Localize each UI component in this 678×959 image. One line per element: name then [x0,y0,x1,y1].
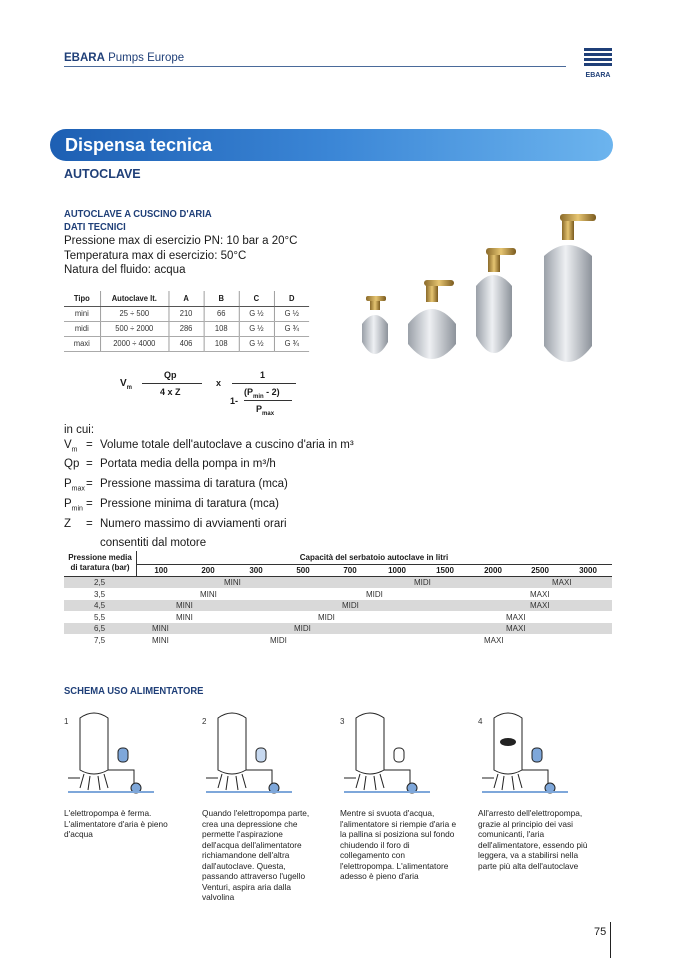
col-header: D [274,291,309,306]
spec-line: Temperatura max di esercizio: 50°C [64,249,247,262]
table-cell: G ½ [274,306,309,321]
table-cell: midi [64,321,100,336]
table-row: 7,5 MINI MIDI MAXI [64,635,612,647]
table-cell: G ¾ [274,321,309,336]
fraction-line [244,400,292,401]
logo-text: EBARA [585,72,611,79]
brand-name: EBARA [64,52,105,64]
formula-vm: $V_m$ [120,378,133,391]
step-description: L'elettropompa è ferma. L'alimentatore d'aria è pieno d'acqua [64,808,168,839]
schema-diagrams [64,712,612,802]
capacity-label: 2000 [484,566,502,575]
table-cell: 108 [204,336,239,351]
pressure-col-header: Pressione media di taratura (bar) [68,553,132,572]
page-number: 75 [594,926,607,938]
table-header-row [64,551,612,577]
step-number: 1 [64,717,69,726]
volume-formula [120,366,320,422]
capacity-label: 700 [343,566,357,575]
formula-one-minus: 1- [230,396,239,406]
schema-title: SCHEMA USO ALIMENTATORE [64,685,204,697]
capacity-label: 1000 [388,566,406,575]
table-header-row [64,291,309,306]
page-title: Dispensa tecnica [50,129,613,161]
table-row: 6,5 MINI MIDI MAXI [64,623,612,635]
formula-times: x [216,378,222,388]
step-number: 3 [340,717,345,726]
formula-numerator: Qp [164,370,177,380]
legend-intro: in cui: [64,424,95,436]
section-subtitle: AUTOCLAVE [64,167,141,181]
header-brand [64,52,184,64]
table-row: 3,5 MINI MIDI MAXI [64,589,612,601]
header-rule [64,66,566,67]
table-cell: mini [64,306,100,321]
table-cell: 66 [204,306,239,321]
formula-denominator: 4 x Z [160,387,181,397]
formula-one: 1 [260,370,266,380]
table-row [64,321,309,336]
col-header: C [239,291,274,306]
table-row [64,306,309,321]
table-cell: 25 ÷ 500 [100,306,168,321]
table-row: 2,5 MINI MIDI MAXI [64,577,612,589]
table-row: 4,5 MINI MIDI MAXI [64,600,612,612]
table-cell: 406 [169,336,204,351]
table-cell: G ½ [239,321,274,336]
capacity-label: 100 [154,566,168,575]
capacity-label: 500 [296,566,310,575]
header-rule [136,564,612,565]
step-description: All'arresto dell'elettropompa, grazie al principio dei vasi comunicanti, l'aria dell'alimentatore, essendo più leggera, va a stabilirsi nella parte più alta dell'autoclave [478,808,588,871]
section-heading: AUTOCLAVE A CUSCINO D'ARIA [64,208,212,220]
capacity-label: 2500 [531,566,549,575]
formula-legend [64,423,354,551]
table-cell: 2000 ÷ 4000 [100,336,168,351]
spec-line: Pressione max di esercizio PN: 10 bar a 20°C [64,235,298,247]
col-header: A [169,291,204,306]
table-cell: maxi [64,336,100,351]
spec-lines [64,234,297,278]
step-number: 4 [478,717,483,726]
autoclave-product-photo [354,206,612,378]
table-cell: 286 [169,321,204,336]
table-row [64,336,309,351]
table-row: 5,5 MINI MIDI MAXI [64,612,612,624]
step-number: 2 [202,717,207,726]
step-description: Mentre si svuota d'acqua, l'alimentatore si riempie d'aria e la pallina si posiziona sul fondo chiudendo il foro di collegamento con l'elettropompa. L'alimentatore adesso è pieno d'aria [340,808,457,881]
table-cell: 500 ÷ 2000 [100,321,168,336]
col-header: Tipo [64,291,100,306]
section-subheading: DATI TECNICI [64,221,126,233]
col-header: Autoclave lt. [100,291,168,306]
legend-item: Z = Numero massimo di avviamenti orari [64,517,287,530]
table-cell: G ½ [239,336,274,351]
legend-item: $P_{max}$ = Pressione massima di taratura (mca) [64,478,288,493]
capacity-pressure-table [64,551,612,646]
brand-suffix: Pumps Europe [108,52,185,64]
table-body [64,577,612,646]
col-header: B [204,291,239,306]
legend-item: $P_{min}$ = Pressione minima di taratura (mca) [64,497,279,513]
autoclave-sizes-table [64,291,309,352]
table-cell: G ¾ [274,336,309,351]
capacity-title: Capacità del serbatoio autoclave in litri [299,553,449,562]
table-cell: G ½ [239,306,274,321]
formula-pmin: $(P_{min} - 2)$ [244,387,280,400]
capacity-label: 200 [201,566,215,575]
fraction-line [232,383,296,384]
legend-item: Qp = Portata media della pompa in m³/h [64,458,276,471]
capacity-label: 3000 [579,566,597,575]
step-description: Quando l'elettropompa parte, crea una depressione che permette l'aspirazione dell'acqua dell'alimentatore richiamandone dell'altra dall'autoclave. Questa, passando attraverso l'ugello Venturi, aspira aria dalla valvolina [202,808,310,902]
capacity-label: 1500 [436,566,454,575]
ebara-logo [582,46,614,80]
table-cell: 108 [204,321,239,336]
table-cell: 210 [169,306,204,321]
legend-item: $V_m$ = Volume totale dell'autoclave a cuscino d'aria in m³ [64,438,354,453]
capacity-label: 300 [249,566,263,575]
page-number-rule [610,922,611,958]
spec-line: Natura del fluido: acqua [64,264,186,276]
fraction-line [142,383,202,384]
formula-pmax: $P_{max}$ [256,404,275,417]
legend-continuation: consentiti dal motore [100,537,207,550]
